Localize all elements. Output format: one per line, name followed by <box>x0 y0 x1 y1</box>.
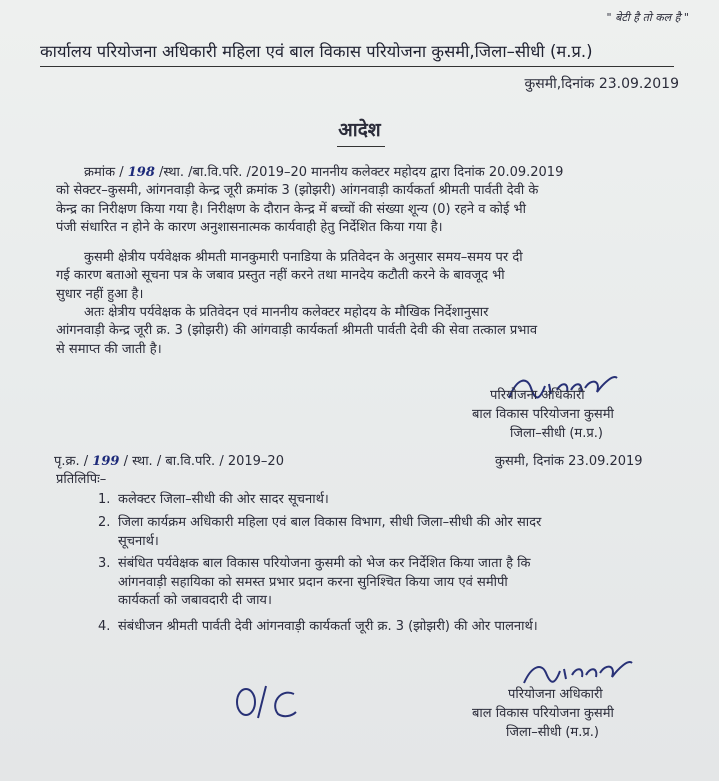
endorsement-number-handwritten: 199 <box>92 454 120 469</box>
order-number-handwritten: 198 <box>127 165 155 180</box>
oc-handwritten-mark <box>232 680 302 722</box>
slogan: " बेटी है तो कल है " <box>606 11 689 24</box>
place-date: कुसमी,दिनांक 23.09.2019 <box>524 76 679 92</box>
copy-item-3: 3. संबंधित पर्यवेक्षक बाल विकास परियोजना कुसमी को भेज कर निर्देशित किया जाता है कि आंगनवाड़ी सहायिका को समस्त प्रभार प्रदान करना सुनिश्चित किया जाय एवं समीपी कार्यकर्ता को जबावदारी दी जाय। <box>98 556 531 608</box>
para1-line-1: क्रमांक / 198 /स्था. /बा.वि.परि. /2019–20 माननीय कलेक्टर महोदय द्वारा दिनांक 20.09.2019 <box>84 165 564 180</box>
copy-item-2: 2. जिला कार्यक्रम अधिकारी महिला एवं बाल विकास विभाग, सीधी जिला–सीधी की ओर सादर सूचनार्थ। <box>98 515 542 549</box>
para3-line-2: आंगनवाड़ी केन्द्र जूरी क्र. 3 (झोझरी) की आंगवाड़ी कार्यकर्ता श्रीमती पार्वती देवी की सेवा तत्काल प्रभाव <box>56 323 538 339</box>
officer2-district: जिला–सीधी (म.प्र.) <box>506 725 599 740</box>
copy-item-4: 4. संबंधीजन श्रीमती पार्वती देवी आंगनवाड़ी कार्यकर्ता जूरी क्र. 3 (झोझरी) की ओर पालनार्थ। <box>98 619 538 634</box>
officer2-project: बाल विकास परियोजना कुसमी <box>472 706 614 721</box>
order-paragraph-1 <box>56 164 690 237</box>
order-paragraph-3 <box>56 304 690 359</box>
officer2-designation: परियोजना अधिकारी <box>508 687 603 702</box>
copy-item-1: 1. कलेक्टर जिला–सीधी की ओर सादर सूचनार्थ। <box>98 492 329 507</box>
para3-line-1: अतः क्षेत्रीय पर्यवेक्षक के प्रतिवेदन एवं माननीय कलेक्टर महोदय के मौखिक निर्देशानुसार <box>84 305 489 320</box>
para2-line-2: गई कारण बताओ सूचना पत्र के जबाव प्रस्तुत नहीं करने तथा मानदेय कटौती करने के बावजूद भी <box>56 268 505 284</box>
order-heading: आदेश <box>338 119 381 141</box>
order-paragraph-2 <box>56 249 690 304</box>
endorsement-number: पृ.क्र. / 199 / स्था. / बा.वि.परि. / 2019–20 <box>54 454 284 469</box>
para2-line-3: सुधार नहीं हुआ है। <box>56 286 144 302</box>
para1-line-3: केन्द्र का निरीक्षण किया गया है। निरीक्षण के दौरान केन्द्र में बच्चों की संख्या शून्य (0) रहने व कोई भी <box>56 201 527 217</box>
para1-line-2: को सेक्टर–कुसमी, आंगनवाड़ी केन्द्र जूरी क्रमांक 3 (झोझरी) आंगनवाड़ी कार्यकर्ता श्रीमती पार्वती देवी के <box>56 183 539 199</box>
officer1-district: जिला–सीधी (म.प्र.) <box>510 426 603 441</box>
para1-line-4: पंजी संधारित न होने के कारण अनुशासनात्मक कार्यवाही हेतु निर्देशित किया गया है। <box>56 219 443 235</box>
office-title-underline <box>40 66 674 67</box>
office-title: कार्यालय परियोजना अधिकारी महिला एवं बाल विकास परियोजना कुसमी,जिला–सीधी (म.प्र.) <box>40 42 593 61</box>
officer1-designation: परियोजना अधिकारी <box>490 388 585 403</box>
officer1-project: बाल विकास परियोजना कुसमी <box>472 407 614 422</box>
para2-line-1: कुसमी क्षेत्रीय पर्यवेक्षक श्रीमती मानकुमारी पनाडिया के प्रतिवेदन के अनुसार समय–समय पर दी <box>84 250 523 265</box>
endorsement-date: कुसमी, दिनांक 23.09.2019 <box>495 454 643 469</box>
officer-signature-block-2 <box>472 685 614 742</box>
officer-signature-block-1 <box>472 386 614 443</box>
copy-to-label: प्रतिलिपिः– <box>56 472 107 487</box>
heading-underline <box>337 146 385 147</box>
para3-line-3: से समाप्त की जाती है। <box>56 341 162 357</box>
